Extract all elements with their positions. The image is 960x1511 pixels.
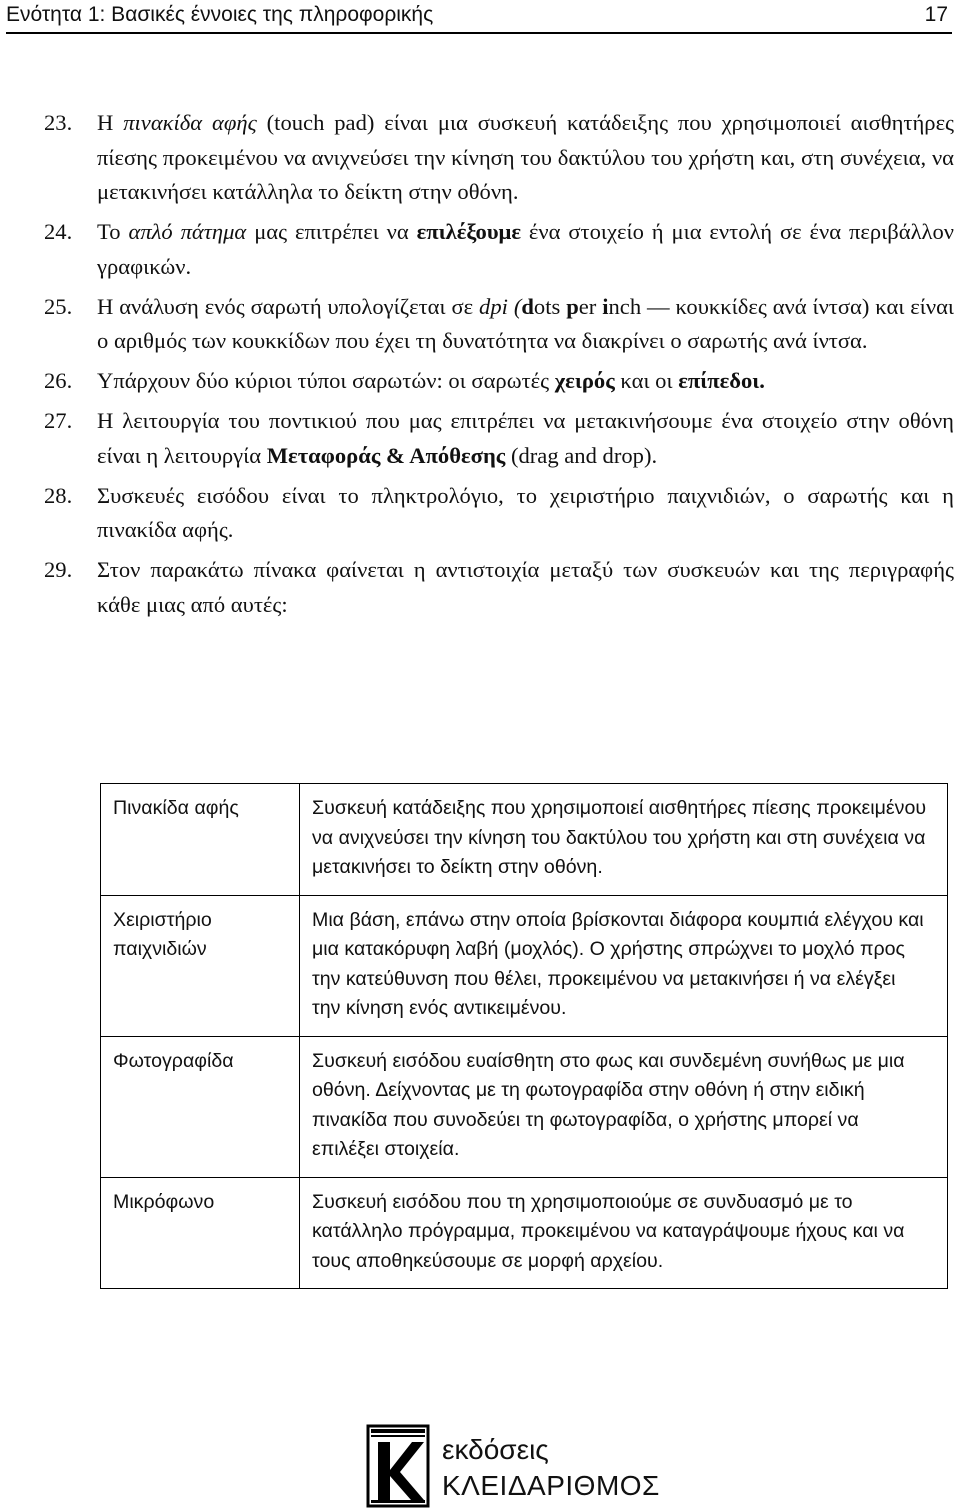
- item-text: ots: [533, 293, 567, 319]
- table-row: [101, 895, 948, 1036]
- device-name: Φωτογραφίδα: [101, 1036, 300, 1177]
- item-text: επίπεδοι.: [678, 368, 765, 393]
- publisher-line2: ΚΛΕΙΔΑΡΙΘΜΟΣ: [442, 1470, 660, 1501]
- table-row: [101, 1036, 948, 1177]
- list-item: [44, 479, 954, 548]
- item-text: απλό πάτημα: [128, 219, 247, 244]
- item-number: 25.: [44, 293, 73, 319]
- devices-table: [100, 783, 948, 1289]
- item-text: i: [602, 293, 609, 319]
- item-number: 27.: [44, 408, 73, 433]
- item-text: nch — κουκκίδες ανά ίντσα) και είναι ο αριθμός των κουκκίδων που έχει τη δυνατότητα να διακρίνει ο σαρωτής ανά ίντσα.: [97, 293, 955, 353]
- item-text: Η λειτουργία του ποντικιού που μας επιτρέπει να μετακινήσουμε ένα στοιχείο στην οθόνη είναι η λειτουργία: [97, 408, 954, 468]
- item-text: μας επιτρέπει να: [246, 219, 417, 244]
- list-item: [44, 553, 954, 622]
- device-description: Μια βάση, επάνω στην οποία βρίσκονται διάφορα κουμπιά ελέγχου και μια κατακόρυφη λαβή (μοχλός). Ο χρήστης σπρώχνει το μοχλό προς την κατεύθυνση που θέλει, προκειμένου να μετακινήσει ή να ελέγξει την κίνηση ενός αντικειμένου.: [300, 895, 948, 1036]
- item-text: Μεταφοράς & Απόθεσης: [266, 442, 506, 468]
- page-header: [6, 0, 952, 34]
- item-text: Συσκευές εισόδου είναι το πληκτρολόγιο, το χειριστήριο παιχνιδιών, ο σαρωτής και η πινακίδα αφής.: [97, 482, 954, 542]
- item-text: ένα στοιχείο ή μια εντολή σε ένα περιβάλλον γραφικών.: [97, 219, 954, 279]
- device-name: Πινακίδα αφής: [101, 784, 300, 896]
- item-number: 28.: [44, 482, 73, 508]
- table-row: [101, 1177, 948, 1289]
- page-number: 17: [924, 3, 948, 26]
- item-text: Η ανάλυση ενός σαρωτή υπολογίζεται σε: [97, 293, 480, 319]
- list-item: [44, 364, 954, 399]
- item-text: d: [521, 293, 534, 319]
- device-name: Μικρόφωνο: [101, 1177, 300, 1289]
- item-text: er: [578, 293, 603, 319]
- item-number: 24.: [44, 219, 73, 244]
- chapter-title: Ενότητα 1: Βασικές έννοιες της πληροφορικής: [6, 3, 434, 26]
- publisher-line1: εκδόσεις: [442, 1434, 549, 1465]
- item-text: Η: [97, 110, 124, 135]
- item-text: (drag and drop).: [505, 442, 658, 468]
- device-description: Συσκευή εισόδου που τη χρησιμοποιούμε σε συνδυασμό με το κατάλληλο πρόγραμμα, προκειμένου να καταγράψουμε ήχους και να τους αποθηκεύσουμε σε μορφή αρχείου.: [300, 1177, 948, 1289]
- device-description: Συσκευή κατάδειξης που χρησιμοποιεί αισθητήρες πίεσης προκειμένου να ανιχνεύσει την κίνηση του δακτύλου του χρήστη και στη συνέχεια να μετακινήσει το δείκτη στην οθόνη.: [300, 784, 948, 896]
- item-number: 29.: [44, 557, 73, 582]
- item-text: και οι: [614, 368, 679, 393]
- k-logo-icon: [366, 1424, 432, 1508]
- list-item: [44, 290, 954, 359]
- item-number: 23.: [44, 110, 73, 135]
- item-text: dpi (: [479, 293, 522, 319]
- item-text: Το: [97, 219, 129, 244]
- device-description: Συσκευή εισόδου ευαίσθητη στο φως και συνδεμένη συνήθως με μια οθόνη. Δείχνοντας με τη φωτογραφίδα στην οθόνη ή στην ειδική πινακίδα που συνοδεύει τη φωτογραφίδα, ο χρήστης μπορεί να επιλέξει στοιχεία.: [300, 1036, 948, 1177]
- item-text: (touch pad) είναι μια συσκευή κατάδειξης που χρησιμοποιεί αισθητήρες πίεσης προκειμένου να ανιχνεύσει την κίνηση του δακτύλου του χρήστη και, στη συνέχεια, να μετακινήσει κατάλληλα το δείκτη στην οθόνη.: [97, 110, 955, 204]
- summary-list: [44, 106, 954, 628]
- item-text: Υπάρχουν δύο κύριοι τύποι σαρωτών: οι σαρωτές: [97, 368, 555, 393]
- publisher-logo: [366, 1424, 666, 1508]
- item-text: χειρός: [554, 368, 615, 393]
- device-name: Χειριστήριο παιχνιδιών: [101, 895, 300, 1036]
- item-text: p: [566, 293, 579, 319]
- item-text: πινακίδα αφής: [123, 110, 257, 135]
- item-text: Στον παρακάτω πίνακα φαίνεται η αντιστοιχία μεταξύ των συσκευών και της περιγραφής κάθε μιας από αυτές:: [97, 557, 954, 617]
- list-item: [44, 106, 954, 210]
- item-text: επιλέξουμε: [416, 219, 522, 244]
- list-item: [44, 215, 954, 284]
- table-row: [101, 784, 948, 896]
- list-item: [44, 404, 954, 473]
- item-number: 26.: [44, 368, 73, 393]
